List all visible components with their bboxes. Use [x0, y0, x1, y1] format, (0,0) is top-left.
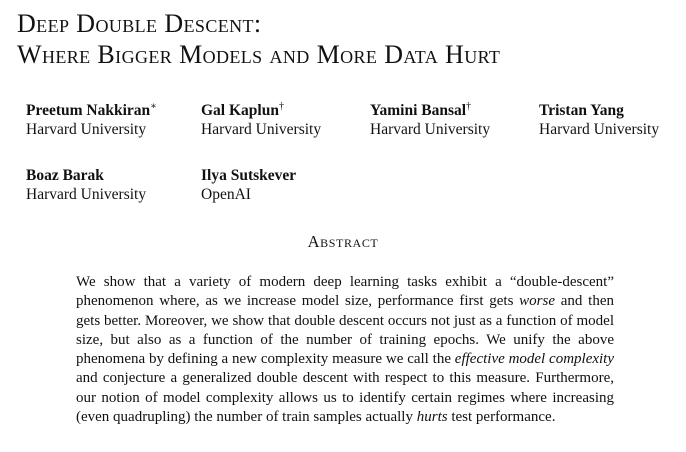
- author-name: Gal Kaplun†: [201, 101, 284, 119]
- abstract-text: test performance.: [447, 409, 556, 426]
- author-name: Yamini Bansal†: [370, 101, 472, 119]
- author-block: [201, 101, 321, 139]
- abstract-text: and then gets better. Moreover, we show that double descent occurs not just as a function of model size, but also as a function of the number of training epochs. We unify the above phenomena by defining a new complexity measure we call the: [76, 293, 614, 368]
- author-name: Boaz Barak: [26, 167, 104, 184]
- author-name: Ilya Sutskever: [201, 167, 297, 184]
- author-mark: ∗: [150, 101, 157, 112]
- abstract-text: and conjecture a generalized double descent with respect to this measure. Furthermore, our notion of model complexity allows us to identify certain regimes where increasing (even quadrupling) the number of train samples actually: [76, 370, 614, 426]
- author-affiliation: Harvard University: [370, 121, 491, 138]
- abstract-body: [76, 273, 614, 427]
- author-block: [201, 166, 296, 204]
- author-block: [26, 101, 157, 139]
- abstract-heading: Abstract: [307, 232, 379, 251]
- title-line-1: Deep Double Descent:: [17, 9, 262, 38]
- author-name: Tristan Yang: [539, 102, 624, 119]
- author-block: [26, 166, 146, 204]
- author-affiliation: Harvard University: [26, 186, 147, 203]
- paper-title: [17, 8, 677, 70]
- abstract-text: We show that a variety of modern deep learning tasks exhibit a “double-descent” phenomenon where, as we increase model size, performance first gets: [76, 274, 614, 310]
- author-mark: †: [278, 101, 284, 112]
- title-line-2: Where Bigger Models and More Data Hurt: [17, 40, 501, 69]
- author-block: [370, 101, 490, 139]
- author-name: Preetum Nakkiran∗: [26, 101, 157, 119]
- author-affiliation: Harvard University: [26, 121, 147, 138]
- author-block: [539, 101, 659, 139]
- author-affiliation: Harvard University: [539, 121, 660, 138]
- abstract-emphasis: worse: [519, 293, 556, 310]
- author-affiliation: Harvard University: [201, 121, 322, 138]
- author-mark: †: [466, 101, 472, 112]
- author-affiliation: OpenAI: [201, 186, 251, 203]
- abstract-emphasis: effective model complexity: [454, 351, 614, 368]
- abstract-emphasis: hurts: [416, 409, 448, 426]
